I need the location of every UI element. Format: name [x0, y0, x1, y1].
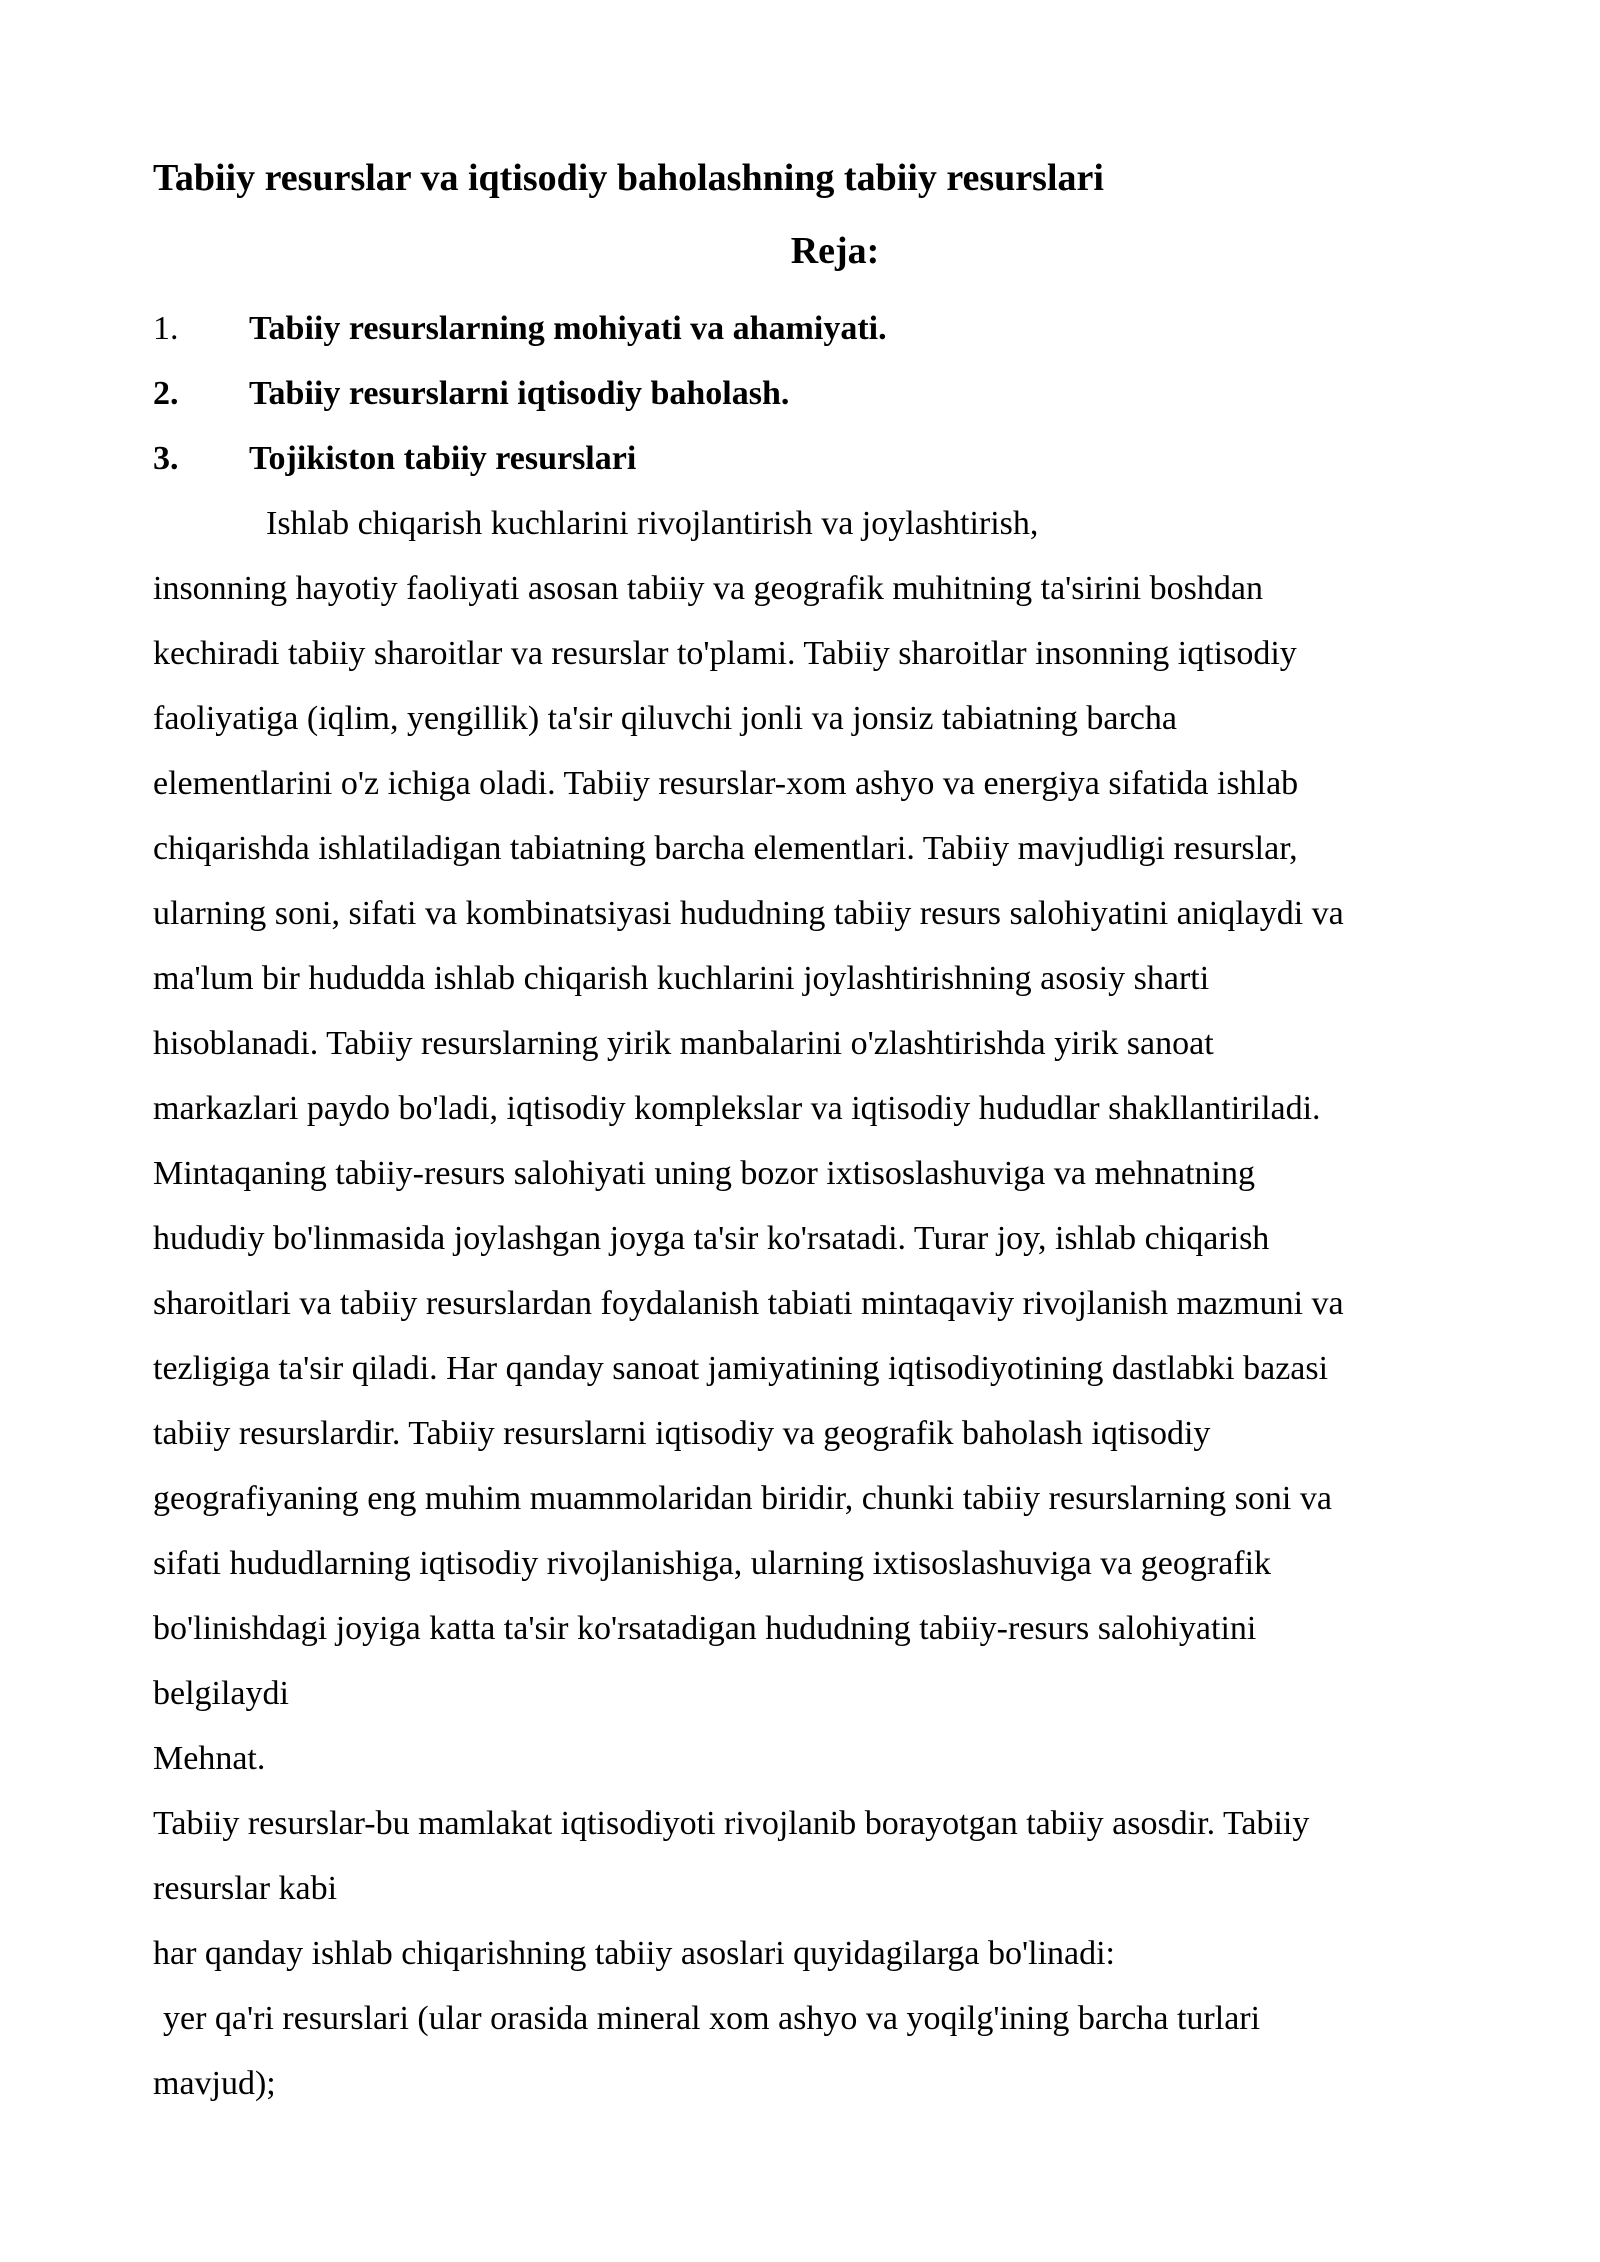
- paragraph-line: tezligiga ta'sir qiladi. Har qanday sanoat jamiyatining iqtisodiyotining dastlabki bazasi: [153, 1350, 1329, 1387]
- paragraph-line: tabiiy resurslardir. Tabiiy resurslarni iqtisodiy va geografik baholash iqtisodiy: [153, 1415, 1211, 1452]
- plan-item: [153, 296, 887, 361]
- paragraph-line: belgilaydi: [153, 1675, 289, 1712]
- paragraph-line: Mintaqaning tabiiy-resurs salohiyati uning bozor ixtisoslashuviga va mehnatning: [153, 1155, 1255, 1192]
- paragraph-line: Mehnat.: [153, 1740, 266, 1777]
- paragraph-line: mavjud);: [153, 2065, 276, 2102]
- paragraph-line: kechiradi tabiiy sharoitlar va resurslar to'plami. Tabiiy sharoitlar insonning iqtisodiy: [153, 635, 1297, 672]
- document-title: Tabiiy resurslar va iqtisodiy baholashning tabiiy resurslari: [153, 157, 1104, 199]
- paragraph-line: ularning soni, sifati va kombinatsiyasi hududning tabiiy resurs salohiyatini aniqlaydi va: [153, 895, 1344, 932]
- paragraph-line: resurslar kabi: [153, 1870, 338, 1907]
- plan-item-text: Tojikiston tabiiy resurslari: [249, 440, 637, 477]
- paragraph-line: markazlari paydo bo'ladi, iqtisodiy komplekslar va iqtisodiy hududlar shakllantiriladi.: [153, 1090, 1321, 1127]
- plan-list: [153, 296, 887, 491]
- paragraph-line: har qanday ishlab chiqarishning tabiiy asoslari quyidagilarga bo'linadi:: [153, 1935, 1115, 1972]
- paragraph-line: insonning hayotiy faoliyati asosan tabiiy va geografik muhitning ta'sirini boshdan: [153, 570, 1263, 607]
- paragraph-line: sifati hududlarning iqtisodiy rivojlanishiga, ularning ixtisoslashuviga va geografik: [153, 1545, 1272, 1582]
- paragraph-line: faoliyatiga (iqlim, yengillik) ta'sir qiluvchi jonli va jonsiz tabiatning barcha: [153, 700, 1177, 737]
- paragraph-line: Tabiiy resurslar-bu mamlakat iqtisodiyoti rivojlanib borayotgan tabiiy asosdir. Tabiiy: [153, 1805, 1310, 1842]
- body-text: [153, 491, 1493, 2116]
- paragraph-line: bo'linishdagi joyiga katta ta'sir ko'rsatadigan hududning tabiiy-resurs salohiyatini: [153, 1610, 1257, 1647]
- plan-item-number: 1.: [153, 310, 179, 347]
- plan-item: [153, 361, 887, 426]
- paragraph-line: Ishlab chiqarish kuchlarini rivojlantirish va joylashtirish,: [266, 505, 1039, 542]
- paragraph-line: geografiyaning eng muhim muammolaridan biridir, chunki tabiiy resurslarning soni va: [153, 1480, 1332, 1517]
- paragraph-line: ma'lum bir hududda ishlab chiqarish kuchlarini joylashtirishning asosiy sharti: [153, 960, 1210, 997]
- paragraph-line: elementlarini o'z ichiga oladi. Tabiiy resurslar-xom ashyo va energiya sifatida ishlab: [153, 765, 1299, 802]
- plan-item-text: Tabiiy resurslarni iqtisodiy baholash.: [249, 375, 790, 412]
- paragraph-line: hududiy bo'linmasida joylashgan joyga ta'sir ko'rsatadi. Turar joy, ishlab chiqarish: [153, 1220, 1270, 1257]
- plan-item: [153, 426, 887, 491]
- plan-item-number: 3.: [153, 440, 179, 477]
- plan-heading: Reja:: [790, 230, 880, 272]
- paragraph-line: sharoitlari va tabiiy resurslardan foydalanish tabiati mintaqaviy rivojlanish mazmuni va: [153, 1285, 1344, 1322]
- paragraph-line: hisoblanadi. Tabiiy resurslarning yirik manbalarini o'zlashtirishda yirik sanoat: [153, 1025, 1214, 1062]
- paragraph-line: yer qa'ri resurslari (ular orasida mineral xom ashyo va yoqilg'ining barcha turlari: [163, 2000, 1261, 2037]
- plan-item-number: 2.: [153, 375, 179, 412]
- plan-item-text: Tabiiy resurslarning mohiyati va ahamiyati.: [249, 310, 887, 347]
- paragraph-line: chiqarishda ishlatiladigan tabiatning barcha elementlari. Tabiiy mavjudligi resurslar,: [153, 830, 1298, 867]
